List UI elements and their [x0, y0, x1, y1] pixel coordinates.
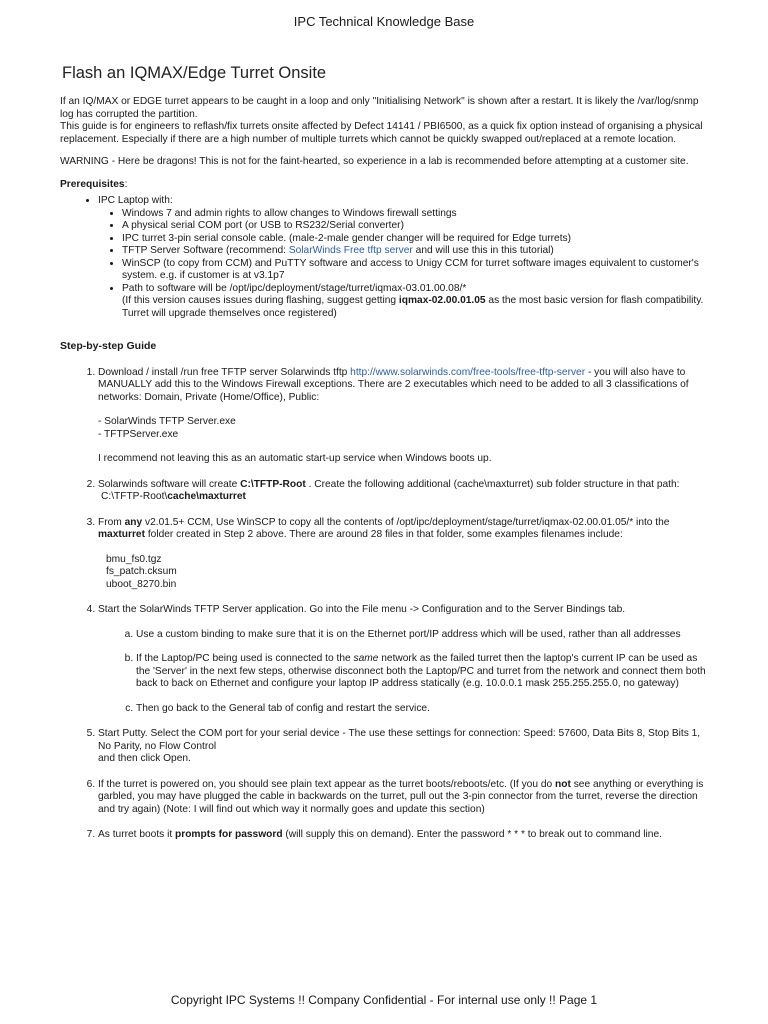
- list-item: [122, 245, 710, 258]
- list-item: [98, 195, 710, 320]
- step-1-note: I recommend not leaving this as an automatic start-up service when Windows boots up.: [98, 453, 492, 464]
- step-2: [98, 479, 710, 504]
- emphasis-bold: not: [555, 778, 571, 790]
- step-6: [98, 779, 710, 817]
- text-span: TFTP Server Software (recommend:: [122, 245, 289, 256]
- prerequisites-label: Prerequisites: [60, 178, 125, 190]
- solarwinds-tftp-link[interactable]: SolarWinds Free tftp server: [288, 245, 413, 256]
- step-4-sublist: [136, 629, 710, 716]
- text-span: and will use this in this tutorial): [412, 245, 554, 256]
- page-title: Flash an IQMAX/Edge Turret Onsite: [62, 64, 327, 82]
- solarwinds-url-link[interactable]: http://www.solarwinds.com/free-tools/free-tftp-server: [350, 366, 586, 378]
- step-7-text: [98, 829, 710, 842]
- text-span: v2.01.5+ CCM, Use WinSCP to copy all the contents of /opt/ipc/deployment/stage/turret/iqmax-02.00.01.05/* into the: [142, 516, 670, 528]
- step-7: [98, 829, 710, 842]
- list-item: • WinSCP (to copy from CCM) and PuTTY software and access to Unigy CCM for turret software images equivalent to customer's system. e.g. if customer is at v3.1p7: [122, 258, 710, 283]
- text-span: as the most basic version for flash compatibility. Turret will upgrade themselves once registered): [122, 295, 704, 319]
- step-4-text: 4. Start the SolarWinds TFTP Server application. Go into the File menu -> Configuration and to the Server Bindings tab.: [98, 604, 626, 615]
- text-span: . Create the following additional (cache\maxturret) sub folder structure in that path:: [305, 478, 680, 490]
- file-example-1: bmu_fs0.tgz: [106, 553, 162, 565]
- text-span: If the Laptop/PC being used is connected to the: [136, 653, 354, 664]
- path-bold: cache\maxturret: [167, 491, 246, 502]
- step-4a: a. Use a custom binding to make sure that it is on the Ethernet port/IP address which will be used, rather than all addresses: [136, 629, 710, 642]
- prerequisites-heading: [60, 179, 710, 192]
- executable-1: - SolarWinds TFTP Server.exe: [98, 416, 236, 427]
- step-2-text: [98, 479, 710, 492]
- emphasis-italic: same: [353, 653, 379, 664]
- intro-paragraph-2: This guide is for engineers to reflash/fix turrets onsite affected by Defect 14141 / PBI6500, as a quick fix option instead of organising a physical replacement. Especially if there are a high number of multiple turrets which cannot be quickly swapped out/replaced at a remote location.: [60, 121, 703, 145]
- emphasis-bold: prompts for password: [175, 829, 283, 840]
- step-6-text: [98, 779, 710, 817]
- text-span: folder created in Step 2 above. There are around 28 files in that folder, some examples filenames include:: [145, 529, 623, 540]
- file-example-3: uboot_8270.bin: [106, 578, 177, 590]
- list-item: • IPC turret 3-pin serial console cable. (male-2-male gender changer will be required for Edge turrets): [122, 233, 710, 246]
- guide-heading: Step-by-step Guide: [60, 340, 157, 352]
- text-span: As turret boots it: [98, 829, 176, 840]
- text-span: Path to software will be /opt/ipc/deployment/stage/turret/iqmax-03.01.00.08/*: [122, 282, 467, 294]
- laptop-requirements-list: [122, 208, 710, 321]
- text-span: Solarwinds software will create: [98, 478, 241, 490]
- text-span: C:\TFTP-Root\: [101, 491, 168, 502]
- page-header: IPC Technical Knowledge Base: [293, 14, 475, 29]
- text-span: If the turret is powered on, you should see plain text appear as the turret boots/reboots/etc. (If you do: [98, 778, 556, 790]
- text-span: - you will also have to MANUALLY add this to the Windows Firewall exceptions. There are 2 executables which need to be added to all 3 classifications of networks: Domain, Private (Home/Office), Public:: [98, 366, 689, 403]
- step-3: [98, 517, 710, 592]
- folder-bold: maxturret: [98, 529, 145, 540]
- executable-2: - TFTPServer.exe: [98, 428, 179, 440]
- prerequisites-colon: :: [124, 178, 128, 190]
- step-4: [98, 604, 710, 715]
- text-span: see anything or everything is garbled, you may have plugged the cable in backwards on the turret, pull out the 3-pin connector from the turret, reverse the direction and try again) (Note: I will find out which way it normally goes and update this section): [98, 778, 704, 815]
- prerequisites-list: [98, 195, 710, 320]
- text-span: From: [98, 516, 125, 528]
- step-4c: c. Then go back to the General tab of config and restart the service.: [136, 703, 710, 716]
- step-5-text-2: and then click Open.: [98, 753, 191, 764]
- version-bold: iqmax-02.00.01.05: [398, 295, 486, 306]
- step-2-path: [98, 491, 710, 504]
- steps-list: [98, 367, 710, 842]
- step-4b: [136, 653, 710, 691]
- warning-paragraph: WARNING - Here be dragons! This is not for the faint-hearted, so experience in a lab is recommended before attempting at a customer site.: [60, 156, 689, 167]
- page-footer: Copyright IPC Systems !! Company Confidential - For internal use only !! Page 1: [170, 993, 598, 1007]
- path-bold: C:\TFTP-Root: [240, 478, 306, 490]
- text-span: (If this version causes issues during flashing, suggest getting: [122, 295, 399, 306]
- step-1-text: [98, 367, 710, 405]
- text-span: Download / install /run free TFTP server Solarwinds tftp: [98, 366, 351, 378]
- laptop-label: IPC Laptop with:: [98, 195, 173, 206]
- text-span: network as the failed turret then the laptop's current IP can be used as the 'Server' in the next few steps, otherwise disconnect both the Laptop/PC and turret from the network and connect them both back to back on Ethernet and configure your laptop IP address statically (e.g. 10.0.0.1 mask 255.255.255.0, no gateway): [136, 653, 706, 689]
- list-item: • A physical serial COM port (or USB to RS232/Serial converter): [122, 220, 710, 233]
- step-5-text: 5. Start Putty. Select the COM port for your serial device - The use these settings for connection: Speed: 57600, Data Bits 8, Stop Bits 1, No Parity, no Flow Control: [98, 728, 701, 752]
- text-span: (will supply this on demand). Enter the password * * * to break out to command line.: [282, 829, 662, 840]
- list-item: • Windows 7 and admin rights to allow changes to Windows firewall settings: [122, 208, 710, 221]
- step-5: [98, 728, 710, 766]
- file-example-2: fs_patch.cksum: [106, 566, 177, 577]
- intro-paragraph-1: If an IQ/MAX or EDGE turret appears to be caught in a loop and only "Initialising Network" is shown after a restart. It is likely the /var/log/snmp log has corrupted the partition.: [60, 96, 699, 120]
- list-item: [122, 283, 710, 321]
- document-body: [60, 96, 710, 855]
- step-1: [98, 367, 710, 466]
- emphasis-bold: any: [124, 516, 143, 528]
- step-3-text: [98, 517, 710, 542]
